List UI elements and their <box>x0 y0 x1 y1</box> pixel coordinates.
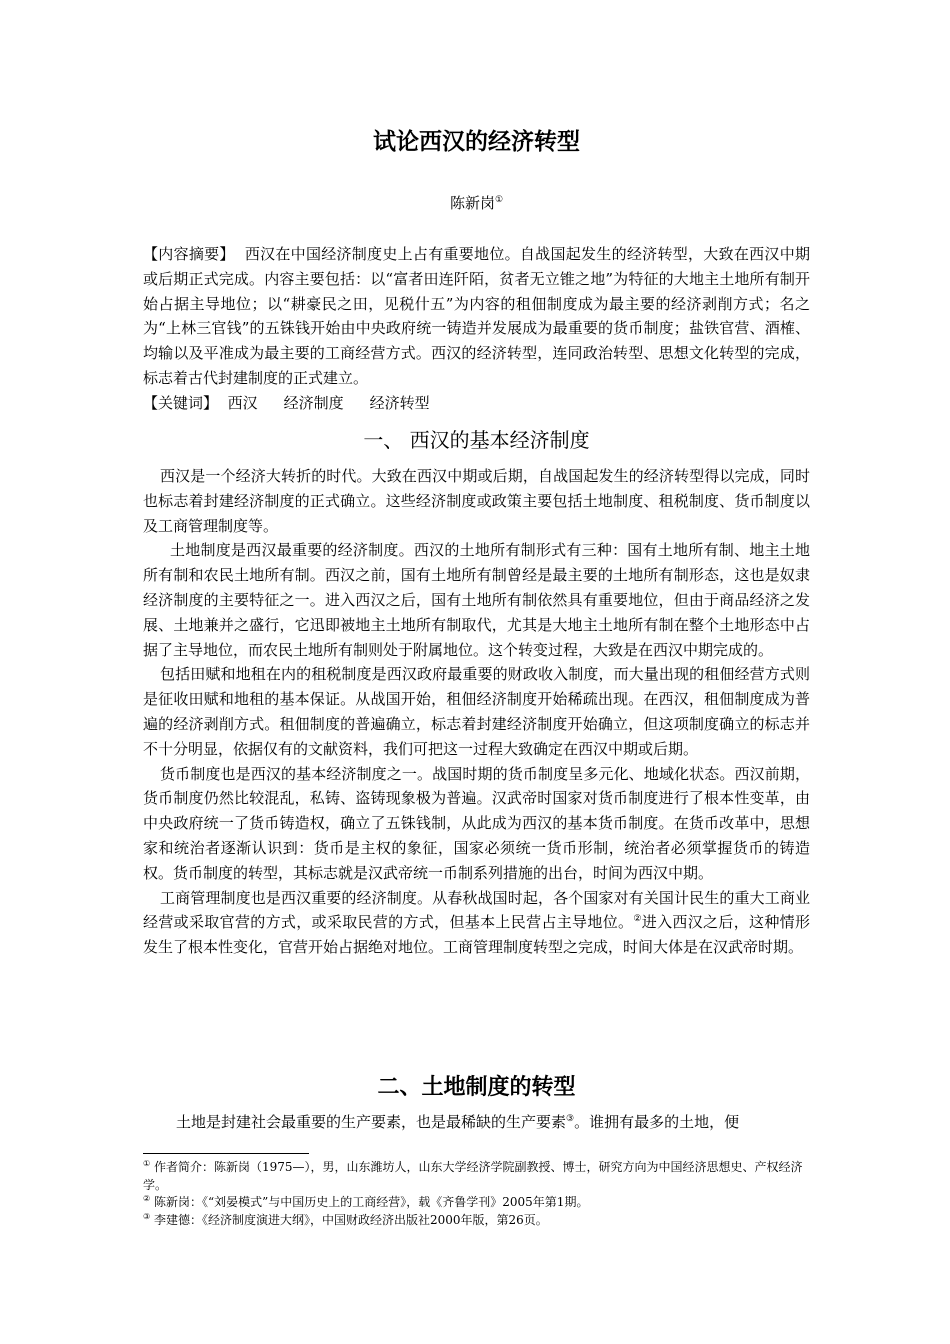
footnote-divider <box>143 1153 309 1154</box>
footnote-text: 李建德：《经济制度演进大纲》，中国财政经济出版社2000年版，第26页。 <box>154 1212 548 1227</box>
abstract <box>143 242 810 391</box>
paragraph <box>143 1110 810 1135</box>
paragraph: 货币制度也是西汉的基本经济制度之一。战国时期的货币制度呈多元化、地域化状态。西汉前期，货币制度仍然比较混乱，私铸、盗铸现象极为普遍。汉武帝时国家对货币制度进行了根本性变革，由中央政府统一了货币铸造权，确立了五铢钱制，从此成为西汉的基本货币制度。在货币改革中，思想家和统治者逐渐认识到：货币是主权的象征，国家必须统一货币形制，统治者必须掌握货币的铸造权。货币制度的转型，其标志就是汉武帝统一币制系列措施的出台，时间为西汉中期。 <box>143 764 810 882</box>
footnote-mark: ② <box>143 1194 151 1203</box>
section-2-body <box>143 1110 810 1135</box>
keyword: 西汉 <box>227 394 258 412</box>
footnote-mark: ③ <box>566 1114 575 1124</box>
footnote-text: 陈新岗：《“刘晏模式”与中国历史上的工商经营》，载《齐鲁学刊》2005年第1期。 <box>154 1195 589 1209</box>
keyword: 经济制度 <box>283 394 344 412</box>
footnote <box>143 1212 810 1230</box>
keywords-label: 【关键词】 <box>143 394 219 412</box>
paragraph: 西汉是一个经济大转折的时代。大致在西汉中期或后期，自战国起发生的经济转型得以完成，同时也标志着封建经济制度的正式确立。这些经济制度或政策主要包括土地制度、租税制度、货币制度以及工商管理制度等。 <box>143 467 810 535</box>
section-heading-1: 一、 西汉的基本经济制度 <box>363 428 590 452</box>
author-footnote-mark: ① <box>494 195 504 205</box>
author-name: 陈新岗 <box>449 194 495 212</box>
paragraph-text: 工商管理制度也是西汉重要的经济制度。从春秋战国时起，各个国家对有关国计民生的重大工商业经营或采取官营的方式，或采取民营的方式，但基本上民营占主导地位。 <box>143 888 810 932</box>
paragraph: 包括田赋和地租在内的租税制度是西汉政府最重要的财政收入制度，而大量出现的租佃经营方式则是征收田赋和地租的基本保证。从战国开始，租佃经济制度开始稀疏出现。在西汉，租佃制度成为普遍的经济剥削方式。租佃制度的普遍确立，标志着封建经济制度开始确立，但这项制度确立的标志并不十分明显，依据仅有的文献资料，我们可把这一过程大致确定在西汉中期或后期。 <box>143 665 810 758</box>
footnote-mark: ① <box>143 1159 151 1168</box>
paragraph-text: 土地是封建社会最重要的生产要素，也是最稀缺的生产要素 <box>176 1113 567 1131</box>
keywords <box>143 391 810 416</box>
footnote-mark: ② <box>633 914 642 925</box>
footnote-mark: ③ <box>143 1211 151 1221</box>
footnotes <box>143 1159 810 1229</box>
paragraph: 土地制度是西汉最重要的经济制度。西汉的土地所有制形式有三种：国有土地所有制、地主土地所有制和农民土地所有制。西汉之前，国有土地所有制曾经是最主要的土地所有制形态，这也是奴隶经济制度的主要特征之一。进入西汉之后，国有土地所有制依然具有重要地位，但由于商品经济之发展、土地兼并之盛行，它迅即被地主土地所有制取代，尤其是大地主土地所有制在整个土地形态中占据了主导地位，而农民土地所有制则处于附属地位。这个转变过程，大致是在西汉中期完成的。 <box>143 541 810 659</box>
paper-title: 试论西汉的经济转型 <box>373 129 580 155</box>
footnote <box>143 1159 810 1194</box>
paragraph <box>143 886 810 960</box>
abstract-label: 【内容摘要】 <box>143 245 235 263</box>
author-line <box>143 190 810 216</box>
keyword: 经济转型 <box>369 394 430 412</box>
paragraph-text: 。谁拥有最多的土地，便 <box>574 1113 740 1131</box>
abstract-text: 西汉在中国经济制度史上占有重要地位。自战国起发生的经济转型，大致在西汉中期或后期正式完成。内容主要包括：以“富者田连阡陌，贫者无立锥之地”为特征的大地主土地所有制开始占据主导地位；以“耕豪民之田，见税什五”为内容的租佃制度成为最主要的经济剥削方式；名之为“上林三官钱”的五铢钱开始由中央政府统一铸造并发展成为最重要的货币制度；盐铁官营、酒榷、均输以及平准成为最主要的工商经营方式。西汉的经济转型，连同政治转型、思想文化转型的完成，标志着古代封建制度的正式建立。 <box>143 245 810 387</box>
footnote-text: 作者简介：陈新岗（1975—），男，山东潍坊人，山东大学经济学院副教授、博士，研究方向为中国经济思想史、产权经济学。 <box>143 1160 803 1192</box>
section-1-body <box>143 464 810 960</box>
paragraph-text: 进入西汉之后，这种情形发生了根本性变化，官营开始占据绝对地位。工商管理制度转型之完成，时间大体是在汉武帝时期。 <box>143 913 810 957</box>
section-heading-2: 二、土地制度的转型 <box>377 1074 576 1100</box>
footnote <box>143 1194 810 1212</box>
